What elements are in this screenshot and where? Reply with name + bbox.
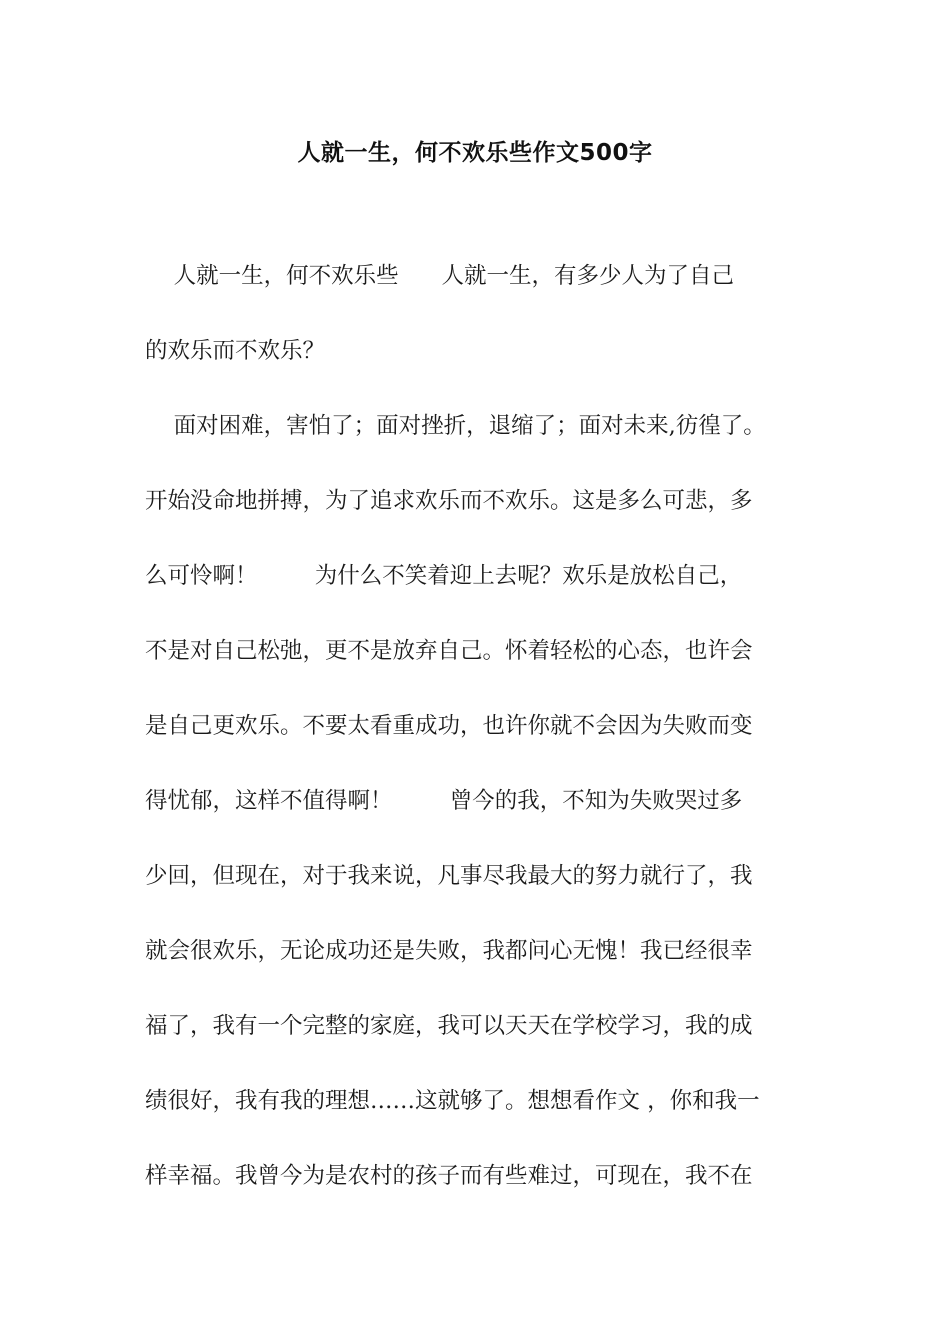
paragraph-line: 么可怜啊！ 为什么不笑着迎上去呢？欢乐是放松自己，: [145, 563, 743, 589]
paragraph-line: 的欢乐而不欢乐？: [145, 338, 326, 364]
paragraph-line: 绩很好，我有我的理想……这就够了。想想看作文 ，你和我一: [145, 1088, 760, 1114]
paragraph-line: 是自己更欢乐。不要太看重成功，也许你就不会因为失败而变: [145, 713, 753, 739]
paragraph-line: 不是对自己松弛，更不是放弃自己。怀着轻松的心态，也许会: [145, 638, 753, 664]
paragraph-line: 少回，但现在，对于我来说，凡事尽我最大的努力就行了，我: [145, 863, 753, 889]
paragraph-line: 人就一生，何不欢乐些 人就一生，有多少人为了自己: [145, 263, 735, 289]
paragraph-line: 得忧郁，这样不值得啊！ 曾今的我，不知为失败哭过多: [145, 788, 743, 814]
paragraph-line: 面对困难，害怕了；面对挫折，退缩了；面对未来,彷徨了。: [145, 413, 766, 439]
paragraph-line: 开始没命地拼搏，为了追求欢乐而不欢乐。这是多么可悲，多: [145, 488, 753, 514]
paragraph-line: 样幸福。我曾今为是农村的孩子而有些难过，可现在，我不在: [145, 1163, 753, 1189]
paragraph-line: 福了，我有一个完整的家庭，我可以天天在学校学习，我的成: [145, 1013, 753, 1039]
paragraph-line: 就会很欢乐，无论成功还是失败，我都问心无愧！我已经很幸: [145, 938, 753, 964]
document-title: 人就一生，何不欢乐些作文500字: [297, 140, 653, 166]
